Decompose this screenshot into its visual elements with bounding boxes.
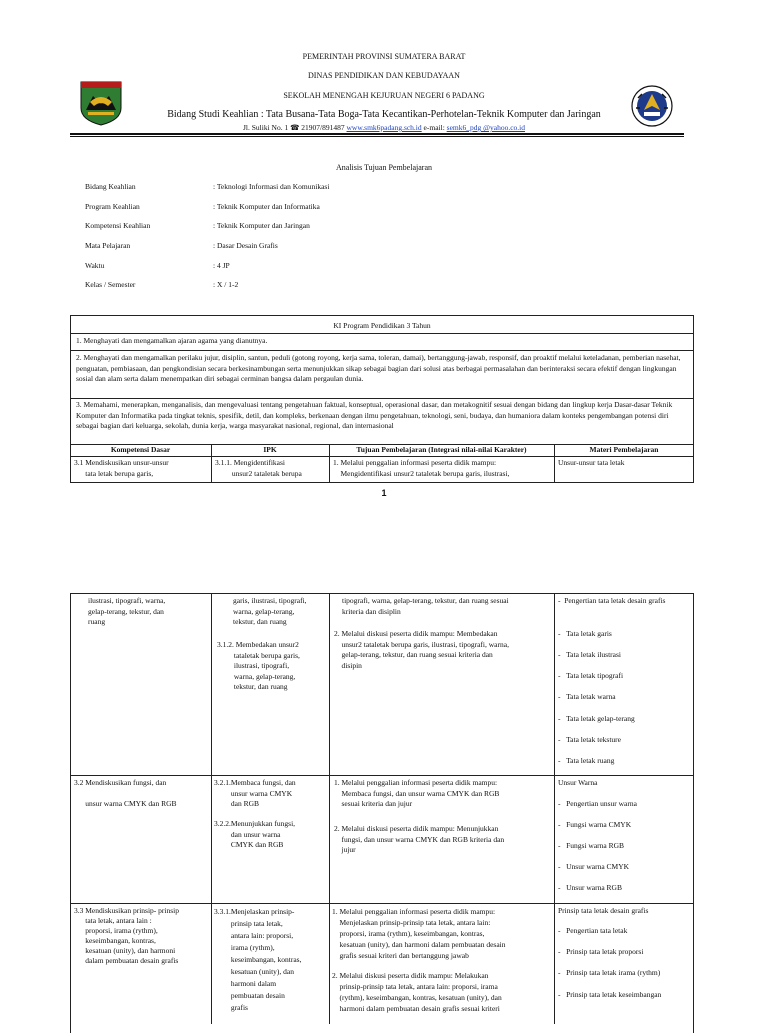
table-col-divider	[211, 444, 212, 483]
header-address	[0, 123, 768, 132]
ki-item-2: 2. Menghayati dan mengamalkan perilaku jujur, disiplin, santun, peduli (gotong royong, kerja sama, toleran, damai), bertanggung-jawab, responsif, dan proaktif melalui keteladanan, pemberian nasehat, penguatan, pembiasaan, dan pengkondisian secara berkesinambungan serta menunjukkan sikap sebagai bagian dari solusi atas berbagai permasalahan dan berinteraksi secara efektif dengan lingkungan sosial dan alam serta dalam menempatkan diri sebagai cerminan bangsa dalam pergaulan dunia.	[76, 353, 681, 383]
meta-value: : Teknik Komputer dan Jaringan	[213, 221, 310, 230]
meta-key: Bidang Keahlian	[85, 182, 136, 191]
table-col-divider	[211, 593, 212, 1024]
website-link[interactable]: www.smk6padang.sch.id	[346, 123, 422, 132]
meta-key: Mata Pelajaran	[85, 241, 131, 250]
table-col-divider	[329, 444, 330, 483]
ki-title: KI Program Pendidikan 3 Tahun	[333, 321, 431, 330]
materi-list-item: - Tata letak tipografi	[558, 671, 624, 680]
document-title: Analisis Tujuan Pembelajaran	[336, 163, 432, 172]
mp-cell: Unsur-unsur tata letak	[558, 458, 625, 467]
ki-item-3: 3. Memahami, menerapkan, menganalisis, dan mengevaluasi tentang pengetahuan faktual, konseptual, operasional dasar, dan metakognitif sesuai dengan bidang dan lingkup kerja Dasar-dasar Teknik Komputer dan Informatika pada tingkat teknis, spesifik, detil, dan kompleks, berkenaan dengan ilmu pengetahuan, teknologi, seni, budaya, dan humaniora dalam konteks pengembangan potensi diri sebagai bagian dari keluarga, sekolah, dunia kerja, warga masyarakat nasional, regional, dan internasional	[76, 400, 673, 430]
materi-list-item: - Pengertian tata letak desain grafis	[558, 596, 666, 605]
materi-list-item: - Unsur warna RGB	[558, 883, 622, 892]
header-field-of-study: Bidang Studi Keahlian : Tata Busana-Tata Boga-Tata Kecantikan-Perhotelan-Teknik Komputer dan Jaringan	[167, 109, 601, 120]
meta-row	[85, 280, 238, 289]
materi-list-item: - Fungsi warna RGB	[558, 841, 625, 850]
table-col-divider	[329, 593, 330, 1024]
ipk-cell: 3.1.2. Membedakan unsur2 tataletak berupa garis, ilustrasi, tipografi, warna, gelap-terang, tekstur, dan ruang	[217, 640, 300, 691]
materi-list-item: - Tata letak teksture	[558, 735, 621, 744]
col-header-ipk: IPK	[263, 445, 277, 454]
header-government: PEMERINTAH PROVINSI SUMATERA BARAT	[302, 52, 466, 61]
materi-list-item: - Fungsi warna CMYK	[558, 820, 632, 829]
meta-value: : Teknik Komputer dan Informatika	[213, 202, 320, 211]
tp-cell: tipografi, warna, gelap-terang, tekstur, dan ruang sesuai kriteria dan disiplin	[342, 596, 509, 616]
materi-list-item: - Tata letak warna	[558, 692, 616, 701]
table-col-divider	[554, 444, 555, 483]
meta-value: : Teknologi Informasi dan Komunikasi	[213, 182, 330, 191]
kd-cell: ilustrasi, tipografi, warna, gelap-terang, tekstur, dan ruang	[88, 596, 166, 626]
materi-list-item: - Pengertian unsur warna	[558, 799, 637, 808]
table-divider	[70, 903, 694, 904]
table-divider	[70, 456, 694, 457]
tp-cell: 2. Melalui diskusi peserta didik mampu: Menunjukkan fungsi, dan unsur warna CMYK dan RGB kriteria dan jujur	[334, 824, 505, 854]
email-label: e-mail:	[421, 123, 447, 132]
meta-value: : 4 JP	[213, 261, 230, 270]
ipk-cell: 3.2.2.Menunjukkan fungsi, dan unsur warna CMYK dan RGB	[214, 819, 296, 849]
materi-list-item: - Tata letak ruang	[558, 756, 615, 765]
meta-row	[85, 261, 230, 270]
header-department: DINAS PENDIDIKAN DAN KEBUDAYAAN	[308, 71, 460, 80]
materi-list-item: - Pengertian tata letak	[558, 926, 628, 935]
ki-item-1: 1. Menghayati dan mengamalkan ajaran agama yang dianutnya.	[76, 336, 268, 345]
col-header-kompetensi-dasar: Kompetensi Dasar	[110, 445, 171, 454]
materi-list-item: - Unsur warna CMYK	[558, 862, 630, 871]
header-rule-thin	[70, 136, 684, 137]
tp-cell: 2. Melalui diskusi peserta didik mampu: Membedakan unsur2 tataletak berupa garis, ilustrasi, tipografi, warna, gelap-terang, tekstur, dan ruang sesuai kriteria dan disipin	[334, 629, 509, 670]
materi-list-item: - Tata letak gelap-terang	[558, 714, 635, 723]
meta-key: Program Keahlian	[85, 202, 140, 211]
meta-key: Kelas / Semester	[85, 280, 136, 289]
phone-icon: ☎	[290, 123, 300, 132]
materi-list-item: - Tata letak garis	[558, 629, 612, 638]
ipk-cell: 3.1.1. Mengidentifikasi unsur2 tataletak berupa	[215, 458, 302, 478]
address-phone: 21907/891487	[299, 123, 347, 132]
table-col-divider	[554, 593, 555, 1024]
materi-list-item: - Tata letak ilustrasi	[558, 650, 621, 659]
materi-list-item: - Prinsip tata letak proporsi	[558, 947, 644, 956]
meta-key: Waktu	[85, 261, 105, 270]
kd-cell: 3.2 Mendiskusikan fungsi, dan unsur warna CMYK dan RGB	[74, 778, 177, 808]
tp-cell: 1. Melalui penggalian informasi peserta didik mampu: Mengidentifikasi unsur2 tataletak berupa garis, ilustrasi,	[333, 458, 510, 478]
col-header-tujuan-pembelajaran: Tujuan Pembelajaran (Integrasi nilai-nilai Karakter)	[356, 445, 527, 454]
meta-value: : X / 1-2	[213, 280, 239, 289]
email-link[interactable]: semk6_pdg @yahoo.co.id	[446, 123, 526, 132]
table-divider	[70, 333, 694, 334]
meta-value: : Dasar Desain Grafis	[213, 241, 278, 250]
materi-title: Unsur Warna	[558, 778, 598, 787]
ipk-cell: 3.3.1.Menjelaskan prinsip- prinsip tata letak, antara lain: proporsi, irama (rythm), keseimbangan, kontras, kesatuan (unity), dan harmoni dalam pembuatan desain grafis	[214, 907, 302, 1012]
materi-title: Prinsip tata letak desain grafis	[558, 906, 649, 915]
kd-cell: 3.1 Mendiskusikan unsur-unsur tata letak berupa garis,	[74, 458, 169, 478]
meta-row	[85, 202, 320, 211]
tp-cell: 2. Melalui diskusi peserta didik mampu: Melakukan prinsip-prinsip tata letak, antara lain: proporsi, irama (rythm), keseimbangan, kontras, kesatuan (unity), dan harmoni dalam pembuatan desain grafis sesuai kriteri	[332, 971, 502, 1013]
tp-cell: 1. Melalui penggalian informasi peserta didik mampu: Menjelaskan prinsip-prinsip tata letak, antara lain: proporsi, irama (rythm), keseimbangan, kontras, kesatuan (unity), dan harmoni dalam pembuatan desain grafis sesuai kriteri dan bertanggung jawab	[332, 907, 506, 960]
ipk-cell: 3.2.1.Membaca fungsi, dan unsur warna CMYK dan RGB	[214, 778, 296, 808]
page-number: 1	[381, 488, 387, 498]
table-divider	[70, 350, 694, 351]
header-school: SEKOLAH MENENGAH KEJURUAN NEGERI 6 PADANG	[283, 91, 485, 100]
materi-list-item: - Prinsip tata letak keseimbangan	[558, 990, 662, 999]
table-divider	[70, 775, 694, 776]
address-prefix: Jl. Suliki No. 1	[242, 123, 291, 132]
materi-list-item: - Prinsip tata letak irama (rythm)	[558, 968, 661, 977]
table-divider	[70, 398, 694, 399]
col-header-materi-pembelajaran: Materi Pembelajaran	[589, 445, 659, 454]
kd-cell: 3.3 Mendiskusikan prinsip- prinsip tata letak, antara lain : proporsi, irama (rythm), keseimbangan, kontras, kesatuan (unity), dan harmoni dalam pembuatan desain grafis	[74, 906, 179, 965]
header-rule-thick	[70, 133, 684, 135]
meta-row	[85, 221, 310, 230]
meta-row	[85, 241, 278, 250]
tp-cell: 1. Melalui penggalian informasi peserta didik mampu: Membaca fungsi, dan unsur warna CMYK dan RGB sesuai kriteria dan jujur	[334, 778, 500, 808]
meta-key: Kompetensi Keahlian	[85, 221, 151, 230]
ipk-cell: garis, ilustrasi, tipografi, warna, gelap-terang, tekstur, dan ruang	[233, 596, 307, 626]
meta-row	[85, 182, 329, 191]
